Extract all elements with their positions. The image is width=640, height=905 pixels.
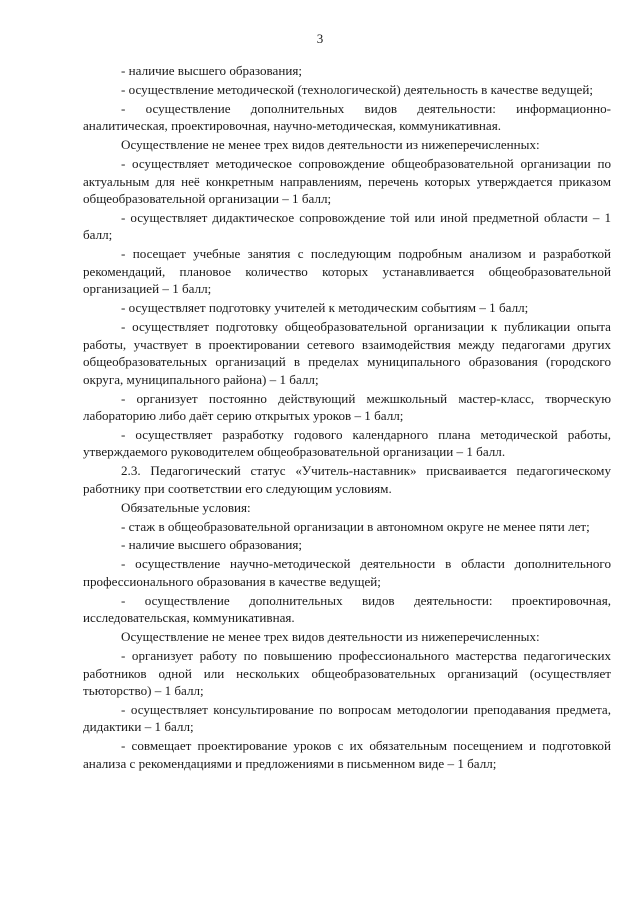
paragraph: - осуществление научно-методической деятельности в области дополнительного профессионального образования в качестве ведущей; xyxy=(83,556,611,589)
section-heading-paragraph: 2.3. Педагогический статус «Учитель-наставник» присваивается педагогическому работнику при соответствии его следующим условиям. xyxy=(83,463,611,496)
paragraph: - осуществляет дидактическое сопровождение той или иной предметной области – 1 балл; xyxy=(83,209,611,243)
paragraph: - организует постоянно действующий межшкольный мастер-класс, творческую лабораторию либо даёт серию открытых уроков – 1 балл; xyxy=(83,390,611,424)
paragraph: - стаж в общеобразовательной организации в автономном округе не менее пяти лет; xyxy=(121,518,590,534)
paragraph: - осуществляет подготовку общеобразовательной организации к публикации опыта работы, участвует в проектировании сетевого взаимодействия между педагогами других общеобразовательных организаций в пределах муниципального образования (городского округа, муниципального района) – 1 балл; xyxy=(83,319,611,387)
paragraph: Осуществление не менее трех видов деятельности из нижеперечисленных: xyxy=(121,629,540,645)
document-body xyxy=(83,62,611,774)
paragraph: Обязательные условия: xyxy=(121,499,251,515)
paragraph: Осуществление не менее трех видов деятельности из нижеперечисленных: xyxy=(121,137,540,153)
paragraph: - наличие высшего образования; xyxy=(121,63,303,78)
paragraph: - наличие высшего образования; xyxy=(121,537,303,553)
paragraph: - осуществление методической (технологической) деятельность в качестве ведущей; xyxy=(121,81,594,97)
paragraph: - осуществление дополнительных видов деятельности: проектировочная, исследовательская, коммуникативная. xyxy=(83,592,611,626)
paragraph: - осуществляет разработку годового календарного плана методической работы, утверждаемого руководителем общеобразовательной организации – 1 балл. xyxy=(83,426,611,460)
paragraph: - осуществляет подготовку учителей к методическим событиям – 1 балл; xyxy=(121,300,529,316)
paragraph: - осуществление дополнительных видов деятельности: информационно-аналитическая, проектировочная, научно-методическая, коммуникативная. xyxy=(83,100,611,134)
paragraph: - совмещает проектирование уроков с их обязательным посещением и подготовкой анализа с рекомендациями и предложениями в письменном виде – 1 балл; xyxy=(83,738,611,771)
paragraph: - осуществляет консультирование по вопросам методологии преподавания предмета, дидактики – 1 балл; xyxy=(83,701,611,735)
paragraph: - организует работу по повышению профессионального мастерства педагогических работников одной или нескольких общеобразовательных организаций (осуществляет тьюторство) – 1 балл; xyxy=(83,648,611,699)
paragraph: - посещает учебные занятия с последующим подробным анализом и разработкой рекомендаций, плановое количество которых устанавливается общеобразовательной организацией – 1 балл; xyxy=(83,246,611,297)
page-number: 3 xyxy=(316,31,324,46)
paragraph: - осуществляет методическое сопровождение общеобразовательной организации по актуальным для неё конкретным направлениям, перечень которых утверждается приказом общеобразовательной организации – 1 балл; xyxy=(83,156,611,207)
